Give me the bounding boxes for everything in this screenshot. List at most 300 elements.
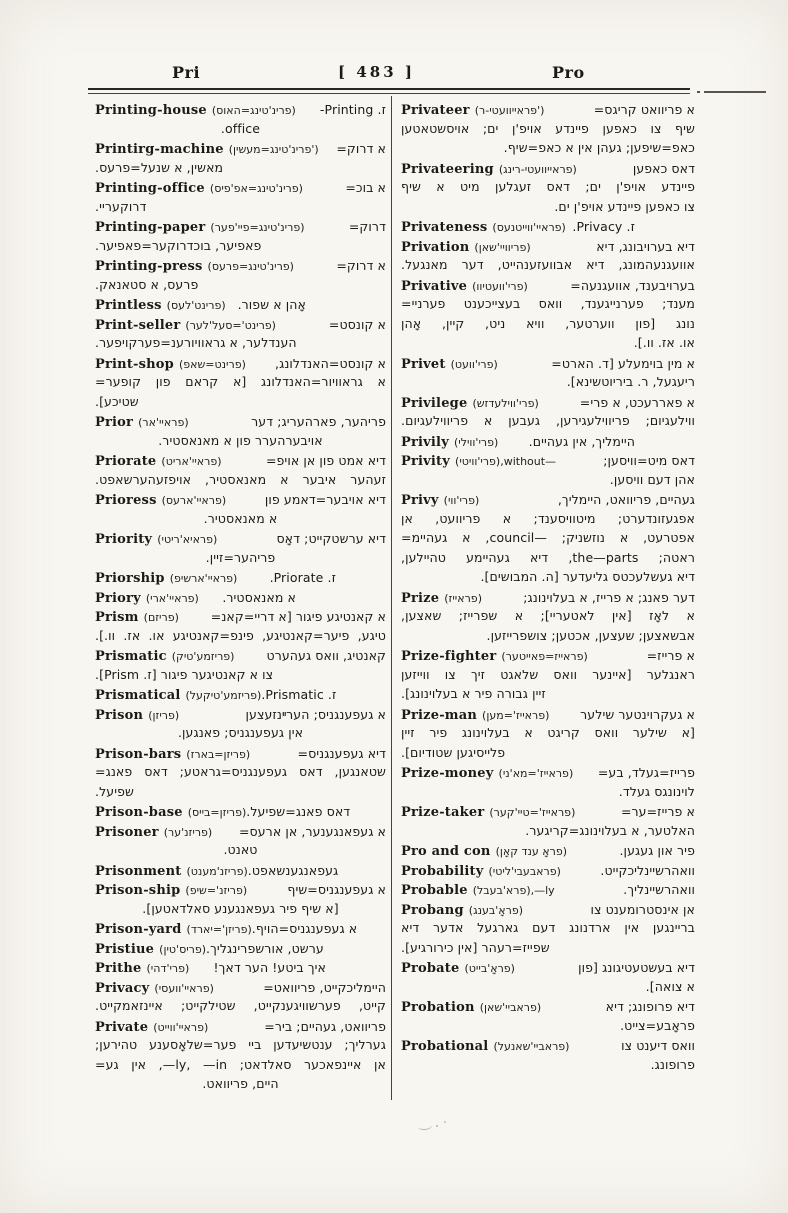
entry-headword: Privity	[401, 454, 451, 469]
entry-pronunciation: (פריס'טין)	[159, 942, 207, 956]
entry-first-line	[401, 645, 695, 665]
entry-headword: Probang	[401, 902, 464, 918]
entry-first-line	[401, 216, 695, 236]
entry-definition-line: פרופונג.	[650, 1056, 695, 1072]
entry-headword: Prize	[401, 590, 440, 606]
entry-headword-group	[95, 801, 246, 821]
entry-headword: Prison-ship	[95, 883, 181, 898]
entry-headword: Printing-press	[95, 259, 203, 274]
entry-first-line	[95, 684, 386, 704]
entry-headword: Privateering	[401, 161, 494, 177]
entry-pronunciation: (פראייוועטי-רינג)	[498, 162, 577, 176]
entry-headword-group	[95, 489, 226, 509]
dictionary-entry	[401, 762, 695, 801]
entry-headword-group	[95, 138, 319, 158]
entry-headword-group	[95, 587, 199, 607]
dictionary-entry	[95, 684, 386, 704]
entry-headword-group	[401, 957, 515, 977]
entry-first-line	[95, 879, 386, 899]
dictionary-entry	[401, 431, 695, 451]
entry-definition-line: טיגע, פיער=קאנטיגע, פינפ=קאנטיגע או. אז. וו.].	[95, 627, 386, 643]
entry-headword: Prior	[95, 415, 134, 430]
guide-word-left: Pri	[172, 63, 201, 82]
entry-definition: פריוואט, געהיים; ביר=	[264, 1018, 386, 1034]
entry-first-line	[401, 587, 695, 607]
entry-first-line	[95, 314, 386, 334]
dictionary-entry	[95, 216, 386, 255]
entry-definition-line: ווילעגיום; פריווילעגירען, געבען א פריווילעגיום.	[401, 413, 695, 428]
entry-headword-group	[95, 977, 214, 997]
entry-headword: Priorate	[95, 454, 157, 469]
entry-definition: דאס כאפען	[632, 160, 695, 176]
entry-headword-group	[401, 1035, 569, 1055]
entry-headword: Pro and con	[401, 844, 491, 859]
entry-definition-line: מענד; פערנייגענד, וואס בעצייכענט פערניי=	[401, 296, 695, 311]
entry-first-line	[95, 138, 386, 158]
entry-headword: Probability	[401, 863, 484, 879]
entry-pronunciation: (פריזנ'ער)	[163, 825, 213, 839]
entry-definition-line: office.	[220, 120, 261, 136]
dictionary-entry	[95, 528, 386, 567]
entry-definition-line: צו א קאנטיגער פיגור [ז. Prism].	[95, 666, 274, 682]
entry-definition-line: פיינדע אויפ'ן ים; דאס זעגלען מיט א שיף	[401, 179, 695, 194]
entry-headword-group	[95, 879, 247, 899]
entry-definition: א בוכ=	[345, 180, 386, 195]
entry-pronunciation: (פריזנ'מענט)	[186, 864, 248, 878]
entry-headword-group	[95, 957, 189, 977]
entry-definition-line: קייט, פערשוויגענקייט, שטילקייט; איינזאמקייט.	[95, 998, 386, 1013]
entry-headword-group	[401, 704, 549, 724]
entry-headword: Prisonment	[95, 863, 182, 879]
dictionary-entry	[95, 821, 386, 860]
entry-headword: Prison-yard	[95, 922, 182, 937]
entry-definition: דרוק=	[348, 219, 386, 234]
entry-first-line	[95, 528, 386, 548]
entry-pronunciation: (פראָ'בענג)	[468, 903, 523, 917]
entry-headword: Prism	[95, 610, 139, 625]
dictionary-entry	[401, 860, 695, 880]
entry-definition-line: א לאָז [אין לאטעריי]; א שפרייז; שאצען,	[401, 608, 695, 623]
entry-pronunciation: (פרי'דהי)	[146, 962, 190, 975]
dictionary-entry	[95, 411, 386, 450]
entry-headword-group	[401, 899, 523, 919]
entry-headword: Priority	[95, 532, 153, 547]
entry-headword-group	[95, 606, 179, 626]
entry-pronunciation: (פרא'בעבל),‎—ly	[472, 884, 555, 897]
scan-smudge-dot	[436, 1125, 438, 1127]
entry-pronunciation: (פרי'ווי)	[443, 494, 480, 507]
entry-pronunciation: (פראיי'ארי)	[145, 591, 199, 605]
entry-pronunciation: (פריזן=בארז)	[186, 747, 251, 761]
entry-headword: Print-shop	[95, 356, 174, 372]
entry-headword-group	[95, 860, 248, 880]
entry-pronunciation: (פרי'וויטי),without—	[455, 455, 557, 468]
entry-pronunciation: (פראיי'ארעס)	[161, 494, 227, 507]
entry-definition: ז. Privacy.	[572, 219, 635, 234]
entry-headword: Prize-taker	[401, 805, 485, 820]
entry-definition: היימליך, אין געהיים.	[528, 433, 635, 449]
entry-pronunciation: (פראָ ענד קאָן)	[495, 845, 568, 858]
entry-headword-group	[95, 411, 189, 431]
entry-headword: Printing-office	[95, 181, 205, 196]
entry-definition-line: אין געפענגניס; פאנגען.	[177, 725, 304, 740]
entry-definition: א פרייז=	[646, 648, 695, 663]
entry-pronunciation: (פראביי'שאן)	[479, 1001, 542, 1014]
entry-headword-group	[401, 762, 573, 782]
entry-definition: דער פאנג; א פרייז, א בעלוינונג;	[523, 589, 695, 605]
entry-headword-group	[401, 801, 575, 821]
entry-first-line	[95, 294, 386, 314]
entry-headword-group	[401, 99, 544, 119]
entry-first-line	[401, 431, 695, 451]
entry-headword-group	[95, 450, 222, 470]
entry-definition: וואס דיענט צו	[621, 1038, 695, 1053]
entry-first-line	[401, 99, 695, 119]
entry-headword-group	[401, 879, 555, 899]
entry-definition: דאס מיט=וויסען;	[603, 453, 695, 468]
entry-pronunciation: (פרינ'טינג=אפ'פיס)	[209, 182, 303, 195]
entry-definition-line: שיף צו כאפען פיינדע אויפ'ן ים; אויסשטאטען	[401, 120, 695, 136]
entry-headword-group	[401, 275, 528, 295]
entry-headword: Privilege	[401, 395, 468, 411]
entry-definition: פיר און געגען.	[619, 843, 695, 858]
entry-definition: א פריוואט קריגס=	[593, 102, 695, 117]
entry-headword: Pristiue	[95, 941, 155, 957]
dictionary-entry	[401, 392, 695, 431]
entry-pronunciation: (פרינט'=סעל'לער)	[185, 318, 276, 332]
entry-first-line	[95, 255, 386, 275]
entry-definition: קאנטיג, וואס געהערט	[266, 648, 386, 663]
entry-first-line	[95, 216, 386, 236]
entry-definition-line: אויבערהערר פון א מאנאסטיר.	[158, 432, 323, 448]
entry-headword: Prismatical	[95, 688, 181, 703]
entry-definition: פריהער, פארהעריג; דער	[251, 414, 386, 429]
entry-definition-line: או. אז. וו.].	[633, 335, 695, 350]
entry-headword: Privy	[401, 493, 439, 508]
entry-headword: Probation	[401, 1000, 475, 1015]
entry-pronunciation: (פרינ'טינג=פרעס)	[207, 260, 294, 273]
entry-definition-line: כאפ=שיפען; געהן אין א כאפ=שיף.	[503, 140, 695, 155]
entry-definition: דיא בערויבונג, דיא	[596, 238, 695, 254]
dictionary-entry	[95, 353, 386, 412]
entry-headword: Privacy	[95, 980, 150, 996]
dictionary-entry	[401, 1035, 695, 1074]
entry-headword: Probable	[401, 883, 468, 898]
dictionary-entry	[401, 236, 695, 275]
guide-word-right: Pro	[552, 63, 585, 82]
header-rule	[88, 88, 690, 94]
entry-first-line	[401, 236, 695, 256]
entry-definition-line: זעהער איבער א מאנאסטיר, אויפזעהערשאפט.	[95, 471, 386, 487]
entry-headword: Printing-house	[95, 103, 207, 118]
entry-pronunciation: (פראייוועטי-ר')	[474, 104, 545, 117]
entry-definition: ז. Printing-	[319, 102, 386, 117]
entry-headword: Printirg-machine	[95, 142, 224, 157]
entry-headword-group	[401, 587, 482, 607]
entry-pronunciation: (פראיי'אריט)	[161, 455, 222, 468]
entry-first-line	[401, 840, 695, 860]
page-number: [ 483 ]	[338, 63, 415, 81]
entry-definition-line: נונג [פון ווערטער, וויא ניט, קיין, אָהן	[401, 315, 695, 331]
dictionary-entry	[401, 489, 695, 587]
entry-first-line	[401, 353, 695, 373]
entry-first-line	[95, 587, 386, 607]
entry-headword: Privet	[401, 356, 446, 372]
entry-headword-group	[95, 216, 305, 236]
entry-headword-group	[401, 353, 498, 373]
dictionary-entry	[95, 860, 386, 880]
entry-pronunciation: (פראייז'=טיי'קער)	[489, 806, 576, 819]
entry-headword: Prize-money	[401, 766, 494, 781]
dictionary-entry	[95, 801, 386, 821]
entry-headword: Prison	[95, 707, 144, 723]
entry-pronunciation: (פראייז=פאייטער)	[501, 650, 588, 663]
entry-pronunciation: (פרינ'טינג=פיי'פער)	[210, 221, 305, 234]
entry-definition: בערויבענד, אוועגנעה=	[570, 277, 695, 293]
entry-pronunciation: (פראבעבי'ליטי)	[488, 864, 561, 878]
entry-pronunciation: (פראיי'ווייט)	[153, 1020, 209, 1034]
entry-definition-line: א גראוויור=האנדלונג [א קראם פון קופער=	[95, 374, 386, 389]
entry-first-line	[95, 489, 386, 509]
dictionary-entry	[401, 216, 695, 236]
dictionary-entry	[401, 996, 695, 1035]
entry-definition: א געפענגניס; הערײנזעצען	[245, 706, 386, 722]
entry-headword-group	[95, 99, 296, 119]
entry-definition: היימליכקייט, פריוואט=	[263, 979, 386, 995]
entry-definition: א קאנטיגע פיגור [א דריי=קאנ=	[210, 609, 386, 624]
entry-pronunciation: (פרינ'טינג=מעשין')	[228, 143, 319, 156]
entry-first-line	[95, 450, 386, 470]
entry-definition-line: אפגעזונדערט; מיטוויסענד; א פריוועט, אן	[401, 510, 695, 526]
entry-first-line	[401, 762, 695, 782]
dictionary-entry	[95, 177, 386, 216]
dictionary-entry	[401, 450, 695, 489]
right-column	[401, 99, 695, 1074]
entry-definition-line: בריינגען אין ארדנונג דעם גארגעל אדער דיא	[401, 920, 695, 935]
entry-headword-group	[95, 821, 212, 841]
entry-definition: ערשט, אורשפרינגליך.	[206, 940, 324, 956]
header-rule-dot	[697, 91, 700, 93]
entry-headword: Prison-bars	[95, 746, 182, 762]
entry-definition: וואהרשיינליך.	[623, 882, 695, 897]
entry-definition: א קונסט=	[328, 316, 386, 332]
entry-definition-line: הענדלער, א גראוויורענ=פערקויפער.	[95, 335, 297, 350]
dictionary-entry	[95, 704, 386, 743]
entry-definition-line: שטיכע].	[95, 393, 139, 409]
entry-first-line	[401, 450, 695, 470]
dictionary-entry	[401, 899, 695, 958]
entry-headword: Privateness	[401, 220, 488, 235]
entry-headword-group	[95, 353, 246, 373]
entry-first-line	[401, 392, 695, 412]
entry-first-line	[95, 743, 386, 763]
dictionary-entry	[95, 743, 386, 802]
entry-definition: פרייז=געלד, בע=	[597, 765, 695, 780]
entry-pronunciation: (פראייז)	[444, 591, 482, 605]
entry-definition-line: פלייסיגען שטודיום].	[401, 744, 506, 760]
entry-pronunciation: (פראיא'ריטי)	[157, 533, 218, 546]
entry-headword-group	[95, 645, 234, 665]
entry-definition-line: גערליך; ענטשיעדען ביי פער=שלאָסענע טהירען;	[95, 1037, 386, 1052]
dictionary-entry	[401, 704, 695, 763]
entry-headword: Privative	[401, 278, 468, 294]
entry-first-line	[95, 606, 386, 626]
entry-definition-line: אן איינפאכער סאלדאט; ‎—ly, ‎—in, אין גע=	[95, 1056, 386, 1072]
entry-definition-line: ריעגעל, ר. ביריוטשינא].	[566, 374, 695, 389]
entry-headword: Privation	[401, 239, 470, 255]
entry-headword-group	[401, 450, 556, 470]
entry-definition: איך ביטע! הער דאך!	[213, 960, 326, 975]
entry-definition: א פאררעכט, א פרי=	[579, 394, 695, 410]
dictionary-entry	[401, 275, 695, 353]
entry-definition-line: פראָבע=צייט.	[620, 1017, 695, 1033]
entry-headword-group	[401, 996, 541, 1016]
entry-definition: א געפאנגענער, אן ארעס=	[238, 823, 386, 839]
entry-pronunciation: (פריזמע'טיק)	[171, 650, 235, 663]
entry-headword: Probational	[401, 1039, 489, 1054]
entry-headword-group	[95, 255, 294, 275]
dictionary-entry	[95, 606, 386, 645]
dictionary-entry	[401, 587, 695, 646]
entry-definition: געהיים, פריוואט, היימליך,	[557, 492, 695, 507]
entry-first-line	[95, 801, 386, 821]
dictionary-entry	[401, 158, 695, 217]
entry-pronunciation: (פרינ'טינג=האוס)	[211, 104, 296, 117]
entry-headword-group	[401, 236, 531, 256]
entry-definition: ז. Prismatic.	[261, 687, 337, 702]
entry-pronunciation: (פראייז'=מא'ני)	[498, 767, 574, 780]
entry-definition: א מין בוימעלע [ד. הארט=	[551, 355, 695, 371]
entry-definition: א דרוק=	[336, 258, 386, 273]
dictionary-entry	[401, 801, 695, 840]
entry-headword: Probate	[401, 961, 460, 976]
entry-headword-group	[401, 392, 539, 412]
entry-definition-line: היים, פריוואט.	[202, 1076, 279, 1091]
entry-pronunciation: (פריזם)	[143, 611, 179, 624]
dictionary-entry	[95, 587, 386, 607]
entry-headword-group	[401, 840, 567, 860]
entry-definition-line: פרעס, א סטאנאק.	[95, 276, 199, 292]
dictionary-entry	[401, 645, 695, 704]
entry-definition: א געפענגניס=הויף.	[251, 921, 358, 936]
dictionary-entry	[95, 489, 386, 528]
dictionary-entry	[95, 99, 386, 138]
entry-definition-line: שטאנגען, דאס געפענגניס=גראטע; דאס פאנג=	[95, 764, 386, 779]
entry-definition-line: טאנט.	[223, 842, 258, 857]
entry-pronunciation: (פרינט'לעס)	[166, 299, 226, 312]
entry-headword-group	[95, 918, 252, 938]
entry-definition-line: מאשין, א שנעל=פרעס.	[95, 159, 224, 175]
entry-headword-group	[95, 704, 179, 724]
entry-pronunciation: (פראייז'=מען)	[482, 708, 550, 722]
entry-headword: Prize-fighter	[401, 649, 497, 664]
dictionary-entry	[95, 977, 386, 1016]
dictionary-entry	[95, 138, 386, 177]
entry-definition-line: פריהער=זיין.	[205, 549, 276, 565]
entry-pronunciation: (פראביי'שאנעל)	[493, 1040, 570, 1053]
entry-definition-line: א צואה].	[645, 978, 695, 994]
header-rule-extension	[704, 91, 766, 93]
left-column	[95, 99, 386, 1094]
entry-pronunciation: (פריזן'=יארד)	[186, 923, 252, 936]
entry-pronunciation: (פריזן=בייס)	[187, 806, 247, 819]
dictionary-entry	[401, 840, 695, 860]
entry-headword: Priory	[95, 590, 141, 606]
entry-pronunciation: (פראיי'וועסי)	[154, 981, 214, 995]
entry-pronunciation: (פראיי'אר)	[138, 416, 189, 429]
entry-definition-line: שפיעל.	[95, 783, 134, 799]
entry-first-line	[95, 1016, 386, 1036]
entry-definition-line: זיין גבורה פיר א בעלוינונג].	[401, 686, 546, 701]
entry-headword: Prithe	[95, 961, 142, 976]
entry-definition: אָהן א שפור.	[237, 297, 306, 312]
entry-first-line	[401, 489, 695, 509]
dictionary-entry	[401, 353, 695, 392]
dictionary-entry	[95, 294, 386, 314]
entry-definition: דיא אמט פון אן אויפ=	[265, 453, 386, 468]
entry-headword-group	[95, 177, 303, 197]
entry-pronunciation: (פראיי'ווייטנעס)	[492, 221, 566, 234]
entry-definition: ז. Priorate.	[269, 570, 336, 585]
dictionary-entry	[95, 938, 386, 958]
entry-headword: Private	[95, 1019, 149, 1035]
entry-headword-group	[95, 567, 237, 587]
entry-first-line	[401, 801, 695, 821]
entry-headword-group	[401, 431, 498, 451]
entry-first-line	[401, 1035, 695, 1055]
entry-pronunciation: (פריזמע'טיקעל)	[185, 689, 262, 702]
entry-headword: Prison-base	[95, 805, 183, 820]
entry-definition-line: ראטה; ‎the—parts‎, דיא געהיימע טהיילען,	[401, 549, 695, 565]
entry-first-line	[401, 275, 695, 295]
entry-headword-group	[95, 528, 217, 548]
entry-first-line	[95, 645, 386, 665]
dictionary-entry	[95, 1016, 386, 1094]
entry-first-line	[95, 99, 386, 119]
entry-headword: Prize-man	[401, 707, 478, 723]
entry-first-line	[401, 879, 695, 899]
entry-definition-line: פאפיער, בוכדרוקער=פאפיער.	[95, 237, 262, 253]
entry-first-line	[95, 860, 386, 880]
entry-definition: וואהרשיינליכקייט.	[600, 862, 695, 878]
entry-definition: א מאנאסטיר.	[222, 589, 296, 605]
entry-definition-line: [א שיף פיר געפאנגענע סאלדאטען].	[142, 900, 339, 916]
entry-pronunciation: (פראיי'ארשיפ)	[169, 572, 238, 585]
entry-definition-line: האלטער, א בעלוינונג=קריגער.	[525, 822, 695, 838]
entry-definition: דיא בעשטעטיגונג [פון	[578, 960, 695, 975]
entry-definition: דאס פאנג=שפיעל.	[246, 804, 351, 819]
entry-headword: Privateer	[401, 103, 470, 118]
entry-first-line	[95, 177, 386, 197]
entry-definition: דיא אויבער=דאמע פון	[264, 492, 386, 507]
entry-definition-line: דיא געשלעכטס גליעדער [ה. המבושים].	[480, 569, 695, 584]
entry-first-line	[401, 860, 695, 880]
dictionary-entry	[95, 255, 386, 294]
dictionary-entry	[401, 879, 695, 899]
entry-headword-group	[401, 216, 566, 236]
dictionary-entry	[95, 567, 386, 587]
dictionary-entry	[95, 918, 386, 938]
entry-headword: Prioress	[95, 493, 157, 508]
entry-first-line	[401, 158, 695, 178]
scan-smudge-arc	[418, 1121, 433, 1130]
entry-pronunciation: (פריזנ'=שיפ)	[185, 884, 248, 897]
entry-definition: א געפענגניס=שיף	[287, 882, 386, 897]
entry-definition: א געקרוינטער שילער	[580, 706, 695, 722]
entry-pronunciation: (פראָ'בייט)	[464, 962, 515, 975]
entry-definition-line: אבשאצען; שעצען, אכטען; צושפרייזען.	[486, 627, 695, 643]
entry-definition-line: ראנגלער [איינער וואס שלאגט זיך צו ווייזען	[401, 666, 695, 682]
